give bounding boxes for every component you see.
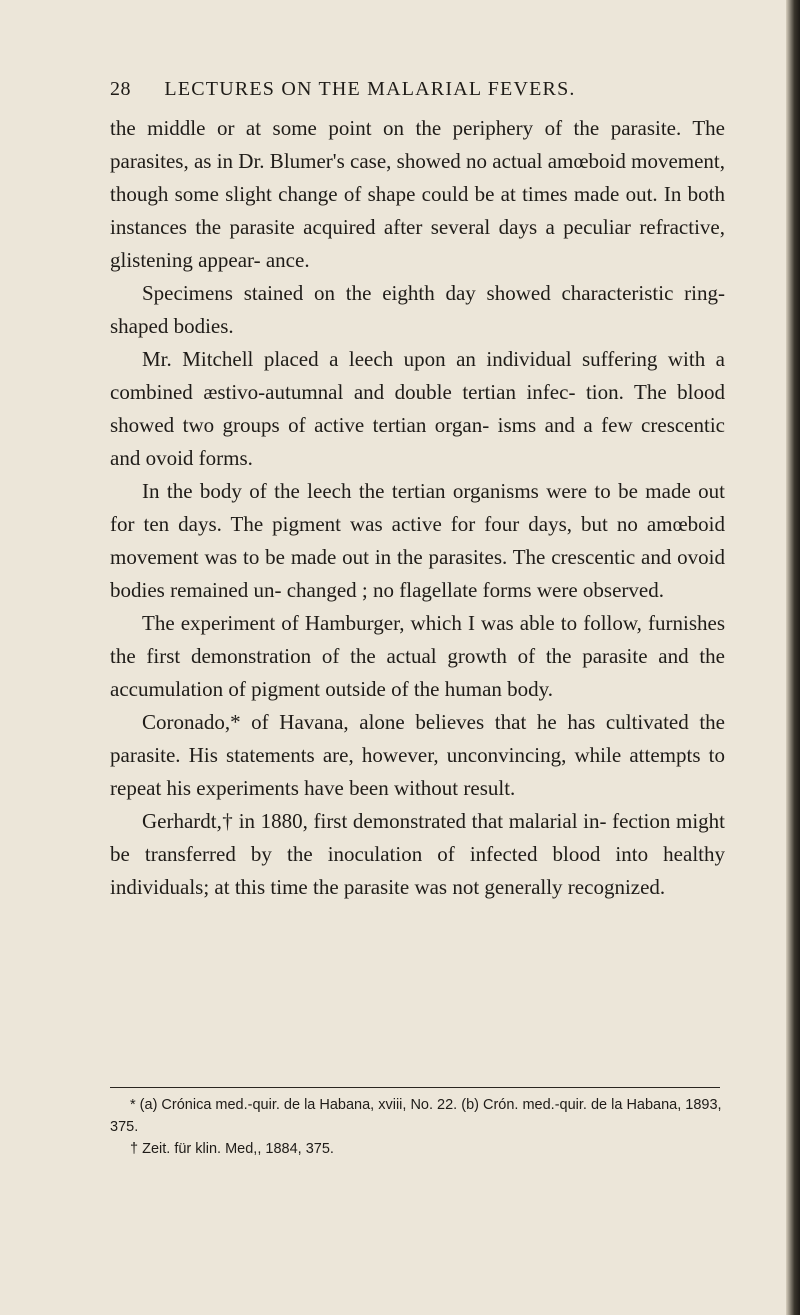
paragraph: The experiment of Hamburger, which I was able to follow, furnishes the first demonstration of the actual growth of the parasite and the accumulation of pigment outside of the human body. [110,611,725,701]
paragraph: Gerhardt,† in 1880, first demonstrated that malarial in- fection might be transferred by the inoculation of infected blood into healthy individuals; at this time the parasite was not generally recognized. [110,809,725,899]
footnotes [110,1094,725,1160]
paragraph: Specimens stained on the eighth day showed characteristic ring-shaped bodies. [110,281,725,338]
footnote: † Zeit. für klin. Med,, 1884, 375. [130,1141,334,1157]
page-number: 28 [110,78,131,100]
running-head: LECTURES ON THE MALARIAL FEVERS. [164,78,576,100]
page-header [110,78,630,101]
paragraph: Coronado,* of Havana, alone believes that he has cultivated the parasite. His statements are, however, unconvincing, while attempts to repeat his experiments have been without result. [110,710,725,800]
page-edge-shadow [786,0,800,1315]
paragraph: the middle or at some point on the periphery of the parasite. The parasites, as in Dr. Blumer's case, showed no actual amœboid movement, though some slight change of shape could be at times made out. In both instances the parasite acquired after several days a peculiar refractive, glistening appear- ance. [110,116,725,272]
paragraph: Mr. Mitchell placed a leech upon an individual suffering with a combined æstivo-autumnal and double tertian infec- tion. The blood showed two groups of active tertian organ- isms and a few crescentic and ovoid forms. [110,347,725,470]
body-text [110,112,725,904]
footnote: * (a) Crónica med.-quir. de la Habana, xviii, No. 22. (b) Crón. med.-quir. de la Habana, 1893, 375. [110,1097,722,1135]
paragraph: In the body of the leech the tertian organisms were to be made out for ten days. The pigment was active for four days, but no amœboid movement was to be made out in the parasites. The crescentic and ovoid bodies remained un- changed ; no flagellate forms were observed. [110,479,725,602]
footnote-rule [110,1087,720,1088]
